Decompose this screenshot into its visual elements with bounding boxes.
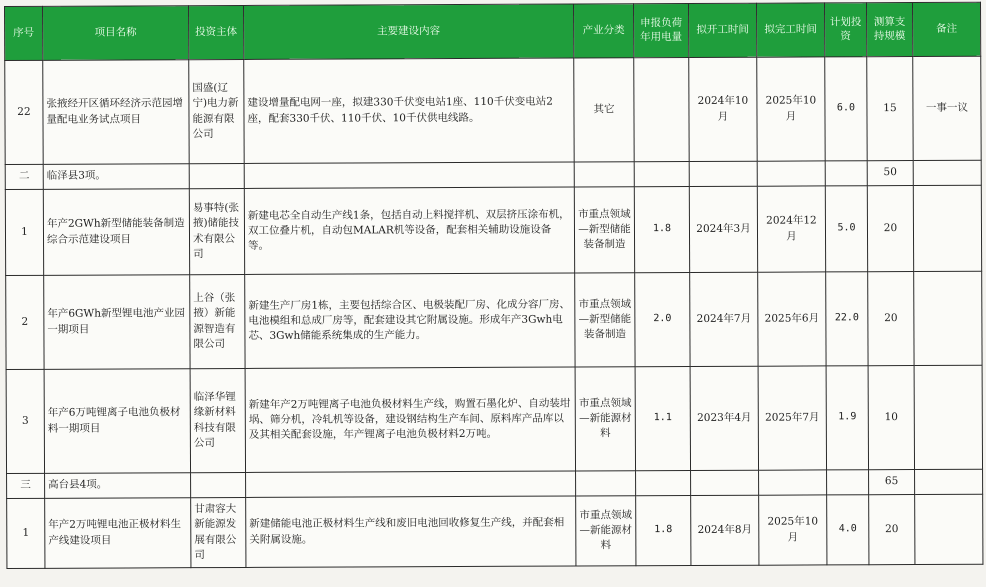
section-empty bbox=[576, 471, 636, 496]
table-row bbox=[5, 56, 981, 164]
section-empty bbox=[189, 163, 244, 188]
cell-scale: 20 bbox=[867, 186, 913, 272]
cell-scale: 10 bbox=[868, 366, 914, 470]
header-note: 备注 bbox=[912, 2, 980, 56]
cell-seq: 2 bbox=[6, 275, 44, 369]
cell-category: 市重点领域—新能源材料 bbox=[576, 496, 636, 566]
cell-investor: 上谷（张掖）新能源智造有限公司 bbox=[190, 274, 245, 368]
cell-project-name: 年产2GWh新型储能装备制造综合示范建设项目 bbox=[43, 189, 189, 276]
section-empty bbox=[915, 469, 983, 494]
cell-note bbox=[914, 365, 982, 469]
section-empty bbox=[246, 471, 576, 497]
cell-note: 一事一议 bbox=[913, 56, 981, 160]
section-empty bbox=[913, 160, 981, 185]
cell-category: 市重点领域—新能源材料 bbox=[575, 367, 635, 471]
header-investor: 投资主体 bbox=[189, 5, 244, 59]
table-row bbox=[6, 365, 982, 473]
section-scale: 65 bbox=[869, 470, 915, 495]
cell-invest: 1.9 bbox=[826, 366, 868, 470]
cell-load: 2.0 bbox=[635, 273, 690, 367]
cell-invest: 22.0 bbox=[826, 272, 868, 366]
cell-end: 2025年10月 bbox=[757, 57, 825, 161]
cell-start: 2024年8月 bbox=[691, 495, 759, 565]
section-empty bbox=[244, 162, 574, 188]
cell-investor: 易事特(张掖)储能技术有限公司 bbox=[189, 188, 244, 274]
table-row bbox=[5, 185, 981, 275]
cell-scale: 20 bbox=[868, 272, 914, 366]
table-row bbox=[6, 271, 982, 369]
cell-start: 2023年4月 bbox=[690, 366, 758, 470]
header-content: 主要建设内容 bbox=[243, 4, 573, 59]
header-seq: 序号 bbox=[5, 6, 43, 60]
cell-category: 其它 bbox=[574, 58, 634, 162]
section-title: 高台县4项。 bbox=[45, 473, 191, 499]
section-empty bbox=[757, 161, 825, 186]
section-empty bbox=[636, 471, 691, 496]
header-start: 拟开工时间 bbox=[688, 3, 756, 57]
cell-investor: 国盛(辽宁)电力新能源有限公司 bbox=[189, 59, 244, 163]
cell-start: 2024年3月 bbox=[689, 186, 757, 272]
cell-load: 1.8 bbox=[636, 496, 691, 566]
cell-content: 新建电芯全自动生产线1条，包括自动上料搅拌机、双层挤压涂布机，双工位叠片机，自动包MALAR机等设备，配套相关辅助设施设备等。 bbox=[244, 187, 574, 274]
cell-end: 2025年6月 bbox=[758, 272, 826, 366]
cell-content: 新建生产厂房1栋，主要包括综合区、电极装配厂房、化成分容厂房、电池模组和总成厂房等，配套建设其它附属设施。形成年产3Gwh电芯、3Gwh储能系统集成的生产能力。 bbox=[245, 273, 575, 368]
cell-end: 2025年7月 bbox=[758, 366, 826, 470]
cell-load: 1.1 bbox=[635, 367, 690, 471]
section-seq: 三 bbox=[7, 473, 45, 498]
section-empty bbox=[759, 470, 827, 495]
cell-project-name: 张掖经开区循环经济示范园增量配电业务试点项目 bbox=[43, 60, 189, 165]
cell-load: 1.8 bbox=[634, 187, 689, 273]
cell-invest: 6.0 bbox=[825, 57, 867, 161]
header-invest: 计划投资 bbox=[824, 3, 866, 57]
cell-seq: 1 bbox=[7, 498, 45, 568]
cell-project-name: 年产6GWh新型锂电池产业园一期项目 bbox=[44, 275, 190, 370]
cell-content: 新建储能电池正极材料生产线和废旧电池回收修复生产线，并配套相关附属设施。 bbox=[246, 496, 576, 567]
cell-invest: 5.0 bbox=[825, 186, 867, 272]
header-end: 拟完工时间 bbox=[756, 3, 824, 57]
document-sheet bbox=[4, 2, 983, 569]
header-name: 项目名称 bbox=[43, 6, 189, 61]
cell-scale: 15 bbox=[867, 57, 913, 161]
cell-note bbox=[915, 494, 983, 564]
section-empty bbox=[191, 472, 246, 497]
cell-content: 建设增量配电网一座，拟建330千伏变电站1座、110千伏变电站2座，配套330千伏、110千伏、10千伏供电线路。 bbox=[244, 58, 574, 163]
cell-investor: 临泽华锂缘新材料科技有限公司 bbox=[190, 368, 245, 472]
cell-category: 市重点领域—新型储能装备制造 bbox=[575, 273, 635, 367]
cell-category: 市重点领域—新型储能装备制造 bbox=[574, 187, 634, 273]
cell-seq: 3 bbox=[6, 369, 44, 473]
cell-investor: 甘肃容大新能源发展有限公司 bbox=[191, 497, 246, 567]
header-load: 申报负荷年用电量 bbox=[633, 4, 688, 58]
section-empty bbox=[689, 161, 757, 186]
table-row bbox=[7, 494, 983, 568]
cell-end: 2024年12月 bbox=[757, 186, 825, 272]
cell-project-name: 年产6万吨锂离子电池负极材料一期项目 bbox=[44, 369, 190, 474]
cell-note bbox=[914, 271, 982, 365]
header-row bbox=[5, 2, 981, 60]
cell-content: 新建年产2万吨锂离子电池负极材料生产线，购置石墨化炉、自动装坩埚、筛分机，冷轧机等设备，建设钢结构生产车间、原料库产品库以及其相关配套设施，年产锂离子电池负极材料2万吨。 bbox=[245, 367, 575, 472]
section-title: 临泽县3项。 bbox=[43, 164, 189, 190]
project-table bbox=[4, 2, 983, 569]
section-seq: 二 bbox=[5, 164, 43, 189]
section-empty bbox=[574, 162, 634, 187]
section-empty bbox=[634, 162, 689, 187]
header-category: 产业分类 bbox=[573, 4, 633, 58]
header-scale: 测算支持规模 bbox=[866, 3, 912, 57]
cell-note bbox=[913, 185, 981, 271]
cell-seq: 1 bbox=[5, 189, 43, 275]
cell-load bbox=[634, 58, 689, 162]
cell-project-name: 年产2万吨锂电池正极材料生产线建设项目 bbox=[45, 498, 191, 569]
cell-start: 2024年7月 bbox=[690, 272, 758, 366]
cell-scale: 20 bbox=[869, 495, 915, 565]
section-scale: 50 bbox=[867, 161, 913, 186]
cell-start: 2024年10月 bbox=[689, 57, 757, 161]
section-empty bbox=[691, 470, 759, 495]
cell-invest: 4.0 bbox=[827, 495, 869, 565]
section-empty bbox=[825, 161, 867, 186]
cell-seq: 22 bbox=[5, 60, 43, 164]
section-empty bbox=[827, 470, 869, 495]
cell-end: 2025年10月 bbox=[759, 495, 827, 565]
